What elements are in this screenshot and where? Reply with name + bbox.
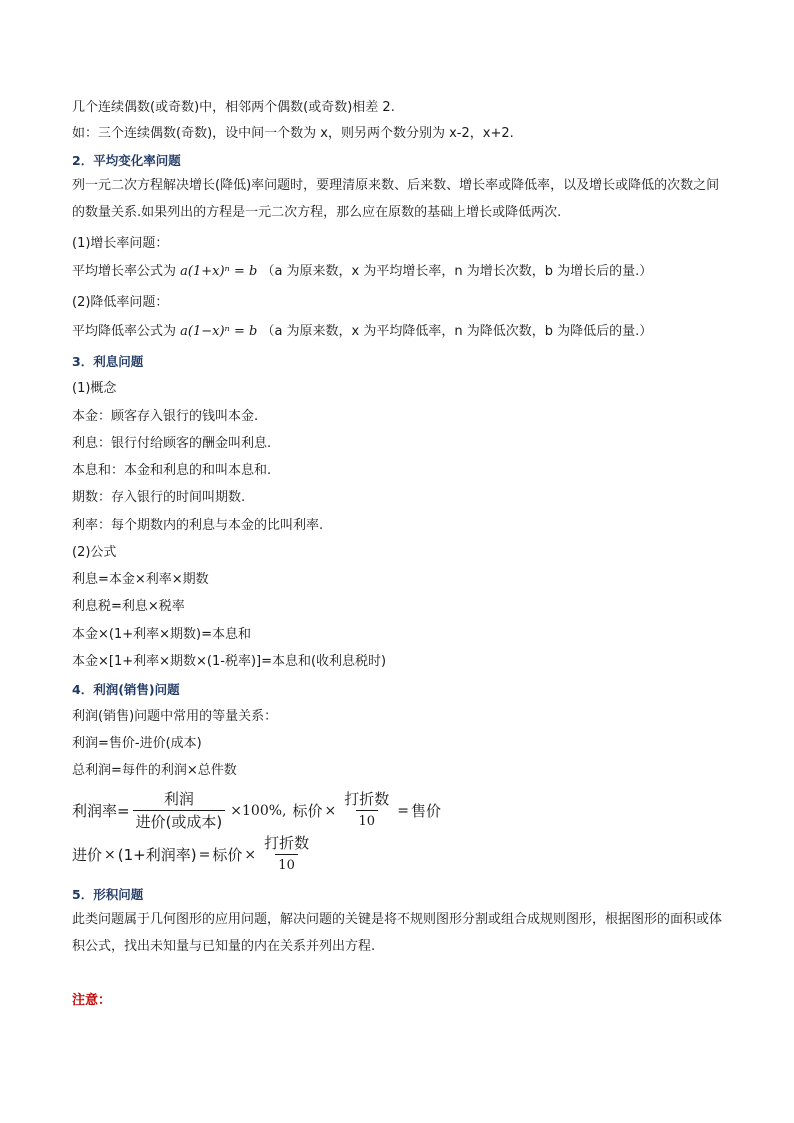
paragraph-rate-intro: 列一元二次方程解决增长(降低)率问题时，要理清原来数、后来数、增长率或降低率，以及增长或降低的次数之间的数量关系.如果列出的方程是一元二次方程，那么应在原数的基础上增长或降低两次. bbox=[72, 178, 720, 220]
discount-fraction-b bbox=[261, 834, 312, 875]
profit-relation: 利润=售价-进价(成本) bbox=[72, 736, 202, 751]
discount-fraction bbox=[341, 790, 392, 831]
formula-growth-suffix: （a 为原来数，x 为平均增长率，n 为增长次数，b 为增长后的量.） bbox=[261, 264, 653, 279]
discount-numerator: 打折数 bbox=[344, 790, 390, 808]
formula-cost-price bbox=[72, 834, 315, 875]
fraction-numerator: 利润 bbox=[163, 790, 194, 808]
growth-formula: a(1+x)ⁿ = b bbox=[180, 264, 258, 279]
heading-profit: 4．利润(销售)问题 bbox=[72, 682, 180, 697]
total-profit-relation: 总利润=每件的利润×总件数 bbox=[72, 763, 237, 778]
formula-growth-line bbox=[72, 263, 652, 281]
paragraph-example: 如：三个连续偶数(奇数)，设中间一个数为 x，则另两个数分别为 x-2，x+2. bbox=[72, 126, 514, 141]
heading-average-rate: 2．平均变化率问题 bbox=[72, 153, 181, 168]
formula-decline-prefix: 平均降低率公式为 bbox=[72, 324, 177, 339]
subheading-decline: (2)降低率问题： bbox=[72, 295, 169, 310]
discount-denominator-b: 10 bbox=[275, 854, 298, 875]
heading-area-volume: 5．形积问题 bbox=[72, 887, 144, 902]
marked-price-label-b: 标价 bbox=[212, 846, 243, 864]
discount-denominator: 10 bbox=[356, 810, 379, 831]
times-symbol-b2: × bbox=[244, 846, 257, 863]
concept-total: 本息和：本金和利息的和叫本息和. bbox=[72, 463, 272, 478]
formula-decline-line bbox=[72, 323, 652, 341]
times-percent: ×100%, bbox=[230, 802, 287, 819]
decline-formula: a(1−x)ⁿ = b bbox=[180, 324, 258, 339]
note-label: 注意： bbox=[72, 993, 112, 1008]
subheading-growth: (1)增长率问题： bbox=[72, 236, 169, 251]
discount-numerator-b: 打折数 bbox=[264, 834, 310, 852]
formula-decline-suffix: （a 为原来数，x 为平均降低率，n 为降低次数，b 为降低后的量.） bbox=[261, 324, 653, 339]
paragraph-area-volume: 此类问题属于几何图形的应用问题，解决问题的关键是将不规则图形分割或组合成规则图形，根据图形的面积或体积公式，找出未知量与已知量的内在关系并列出方程. bbox=[72, 912, 723, 954]
profit-fraction bbox=[133, 790, 226, 831]
concept-rate: 利率：每个期数内的利息与本金的比叫利率. bbox=[72, 518, 324, 533]
concept-periods: 期数：存入银行的时间叫期数. bbox=[72, 490, 246, 505]
subheading-formulas: (2)公式 bbox=[72, 545, 117, 560]
formula-total: 本金×(1+利率×期数)=本息和 bbox=[72, 627, 251, 642]
cost-label: 进价 bbox=[72, 846, 103, 864]
formula-interest-tax: 利息税=利息×税率 bbox=[72, 599, 185, 614]
formula-growth-prefix: 平均增长率公式为 bbox=[72, 264, 177, 279]
concept-interest: 利息：银行付给顾客的酬金叫利息. bbox=[72, 436, 272, 451]
profit-intro: 利润(销售)问题中常用的等量关系： bbox=[72, 709, 278, 724]
formula-interest: 利息=本金×利率×期数 bbox=[72, 572, 209, 587]
times-symbol: × bbox=[324, 802, 337, 819]
concept-principal: 本金：顾客存入银行的钱叫本金. bbox=[72, 409, 259, 424]
formula-total-after-tax: 本金×[1+利率×期数×(1-税率)]=本息和(收利息税时) bbox=[72, 654, 387, 669]
growth-paren: (1+利润率) bbox=[117, 846, 197, 864]
marked-price-label: 标价 bbox=[292, 802, 323, 820]
paragraph-consecutive: 几个连续偶数(或奇数)中，相邻两个偶数(或奇数)相差 2. bbox=[72, 100, 395, 115]
equals-symbol: = bbox=[397, 802, 410, 819]
profit-rate-label: 利润率= bbox=[72, 802, 130, 820]
formula-profit-rate bbox=[72, 790, 441, 831]
heading-interest: 3．利息问题 bbox=[72, 354, 144, 369]
times-symbol-b: × bbox=[104, 846, 116, 863]
subheading-concepts: (1)概念 bbox=[72, 381, 117, 396]
equals-symbol-b: = bbox=[198, 846, 211, 863]
selling-price-label: 售价 bbox=[411, 802, 442, 820]
fraction-denominator: 进价(或成本) bbox=[133, 810, 226, 831]
